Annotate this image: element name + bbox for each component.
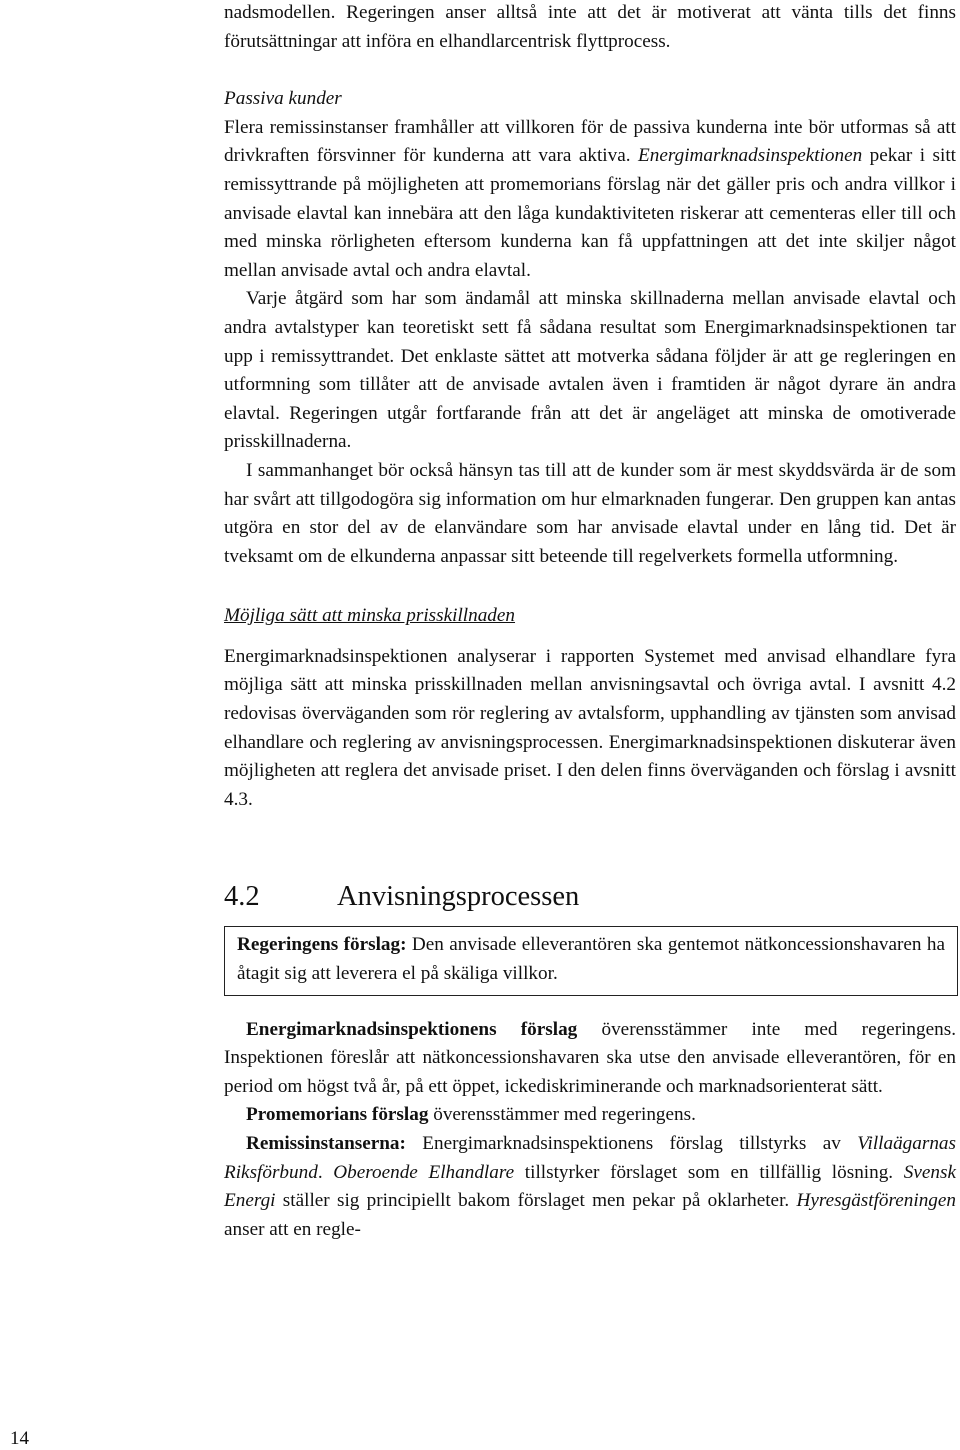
ei-proposal-label: Energimarknadsinspektionens förslag <box>246 1018 578 1040</box>
section-number: 4.2 <box>224 881 260 913</box>
text: Energimarknadsinspektionens förslag tillstyrks av <box>405 1133 858 1154</box>
paragraph-memo-proposal <box>224 1101 956 1130</box>
text: anser att en regle- <box>224 1218 361 1240</box>
paragraph-continuation: nadsmodellen. Regeringen anser alltså inte att det är motiverat att vänta tills det finns förutsättningar att införa en elhandlarcentrisk flyttprocess. <box>224 2 956 52</box>
referral-label: Remissinstanserna: <box>246 1133 406 1154</box>
section-title: Anvisningsprocessen <box>337 881 580 913</box>
subheading-passive-customers: Passiva kunder <box>224 88 342 110</box>
proposal-label: Regeringens förslag: <box>237 934 407 956</box>
paragraph-ways: Energimarknadsinspektionen analyserar i rapporten Systemet med anvisad elhandlare fyra möjliga sätt att minska prisskillnaden mellan anvisningsavtal och övriga avtal. I avsnitt 4.2 redovisas överväganden som rör reglering av avtalsform, upphandling av tjänsten som anvisad elhandlare och reglering av anvisningsprocessen. Energimarknadsinspektionen diskuterar även möjligheten att reglera det anvisade priset. I den delen finns överväganden och förslag i avsnitt 4.3. <box>224 645 956 810</box>
text: överensstämmer med regeringens. <box>428 1104 696 1126</box>
subheading-ways: Möjliga sätt att minska prisskillnaden <box>224 605 516 627</box>
page-number: 14 <box>10 1428 29 1449</box>
proposal-box <box>224 926 958 995</box>
org-name: Villaägarnas Riksförbund <box>224 1133 956 1183</box>
text: . <box>317 1161 334 1183</box>
org-name: Oberoende Elhandlare <box>333 1161 515 1183</box>
section-heading <box>224 880 956 914</box>
org-name: Energimarknadsinspektionen <box>638 145 863 167</box>
paragraph-passive-3: I sammanhanget bör också hänsyn tas till att de kunder som är mest skyddsvärda är de som har svårt att tillgodogöra sig information om hur elmarknaden fungerar. Den gruppen kan antas utgöra en stor del av de elanvändare som har anvisade elavtal under en lång tid. Det är tveksamt om de elkunderna anpassar sitt beteende till regelverkets formella utformning. <box>224 459 956 567</box>
memo-proposal-label: Promemorians förslag <box>246 1104 429 1126</box>
paragraph-passive-2: Varje åtgärd som har som ändamål att minska skillnaderna mellan anvisade elavtal och andra avtalstyper kan teoretiskt sett få sådana resultat som Energimarknadsinspektionen tar upp i remissyttrandet. Det enklaste sättet att motverka sådana följder är att ge regleringen en utformning som tillåter att de anvisade avtalen även i framtiden är något dyrare än andra elavtal. Regeringen utgår fortfarande från att det är angeläget att minska de omotiverade prisskillnaderna. <box>224 288 956 453</box>
document-page <box>224 0 956 1244</box>
proposal-text <box>237 931 945 988</box>
text: ställer sig principiellt bakom förslaget men pekar på oklarheter. <box>275 1190 797 1212</box>
text: tillstyrker förslaget som en tillfällig lösning. <box>514 1161 904 1183</box>
paragraph-referral <box>224 1130 956 1244</box>
text: Den anvisade elleverantören ska gentemot nätkoncessionshavaren ha åtagit sig att leverera el på skäliga villkor. <box>237 934 946 985</box>
paragraph-ei-proposal <box>224 1016 956 1102</box>
org-name: Svensk Energi <box>224 1161 956 1212</box>
text: överensstämmer inte med regeringens. Inspektionen föreslår att nätkoncessionshavaren ska utse den anvisade elleverantören, för en period om högst två år, på ett öppet, ickediskriminerande och marknadsorienterat sätt. <box>224 1018 956 1097</box>
org-name: Hyresgästföreningen <box>796 1190 956 1212</box>
text: pekar i sitt remissyttrande på möjligheten att promemorians förslag när det gäller pris och andra villkor i anvisade elavtal kan innebära att den låga kundaktiviteten riskerar att cementeras eller till och med minska rörligheten eftersom kunderna kan få uppfattningen att det inte skiljer något mellan anvisade avtal och andra elavtal. <box>224 145 956 281</box>
text: Flera remissinstanser framhåller att villkoren för de passiva kunderna inte bör utformas så att drivkraften försvinner för kunderna att vara aktiva. <box>224 116 956 167</box>
paragraph-passive-1 <box>224 114 956 286</box>
